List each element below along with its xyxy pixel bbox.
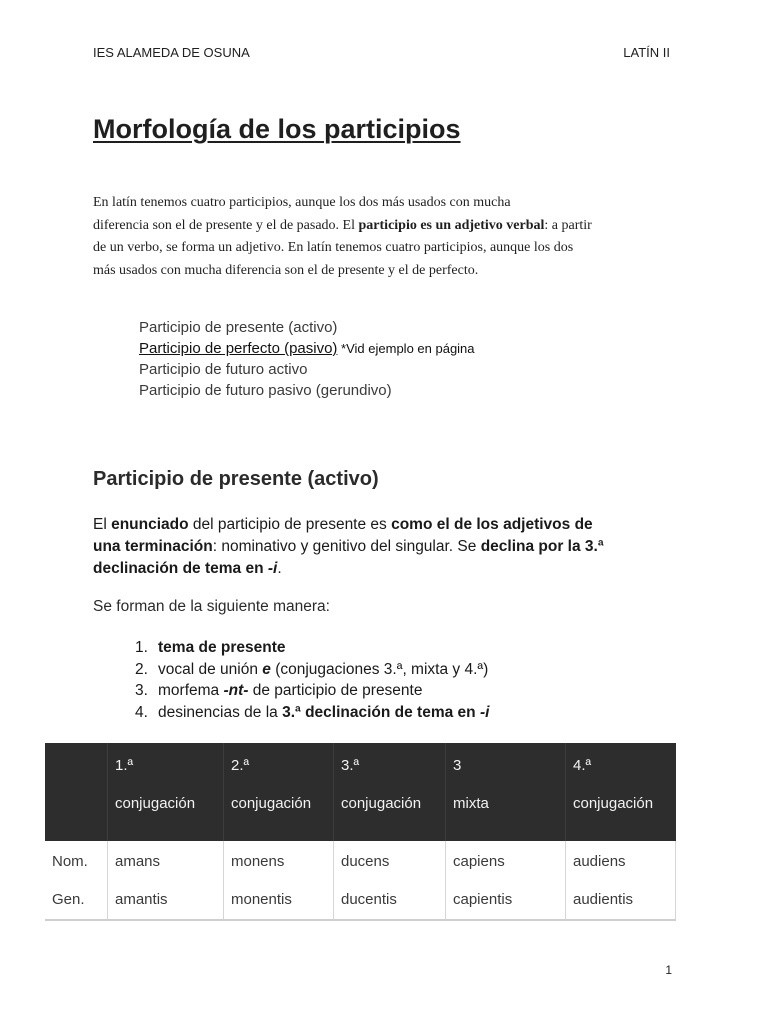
step-emphasis: -i — [479, 703, 490, 721]
step-text: vocal de unión — [158, 660, 263, 678]
table-header-empty — [45, 743, 108, 841]
table-header-cell — [334, 743, 446, 841]
form-genitive: capientis — [453, 891, 513, 908]
participle-item — [139, 338, 475, 359]
table-cell-case — [45, 841, 108, 920]
bold-italic-text: -i — [267, 560, 278, 577]
form-nominative: capiens — [453, 853, 505, 870]
step-item — [135, 702, 489, 724]
table-header-cell — [224, 743, 334, 841]
bold-text: enunciado — [111, 516, 189, 533]
step-text: tema de presente — [158, 639, 286, 656]
header-number: 4.ª — [573, 757, 592, 774]
intro-text: : a partir — [544, 217, 592, 233]
header-label: conjugación — [115, 795, 196, 812]
case-label: Gen. — [52, 891, 85, 908]
page-number: 1 — [665, 963, 672, 977]
form-genitive: audientis — [573, 891, 634, 908]
header-number: 1.ª — [115, 757, 134, 774]
table-header-cell — [108, 743, 224, 841]
step-number: 4. — [135, 703, 148, 721]
participle-link[interactable]: Participio de perfecto (pasivo) — [139, 340, 338, 357]
header-school: IES ALAMEDA DE OSUNA — [93, 45, 250, 60]
intro-text: diferencia son el de presente y el de pasado. El — [93, 217, 359, 233]
form-nominative: audiens — [573, 853, 626, 870]
form-genitive: ducentis — [341, 891, 397, 908]
intro-line: más usados con mucha diferencia son el de presente y el de perfecto. — [93, 262, 479, 278]
section-paragraph — [93, 514, 673, 580]
case-label: Nom. — [52, 853, 88, 870]
table-header-cell — [566, 743, 676, 841]
steps-list — [135, 637, 489, 723]
step-number: 2. — [135, 660, 148, 678]
header-subject: LATÍN II — [623, 45, 670, 60]
intro-line — [93, 215, 683, 238]
step-text: de participio de presente — [248, 682, 423, 699]
header-number: 3.ª — [341, 757, 360, 774]
participle-note: *Vid ejemplo en página — [337, 341, 475, 356]
paragraph-line — [93, 514, 673, 536]
intro-paragraph — [93, 192, 683, 282]
header-label: conjugación — [341, 795, 422, 812]
text: . — [277, 560, 282, 577]
paragraph-line — [93, 536, 673, 558]
form-genitive: monentis — [231, 891, 292, 908]
step-item — [135, 680, 489, 702]
conjugation-table — [45, 743, 676, 921]
text: El — [93, 516, 112, 533]
participle-item: Participio de presente (activo) — [139, 319, 338, 336]
table-cell — [446, 841, 566, 920]
table-cell — [334, 841, 446, 920]
header-number: 3 — [453, 757, 462, 774]
step-emphasis: 3.ª declinación de tema en — [282, 703, 480, 721]
step-number: 1. — [135, 639, 148, 656]
page-title: Morfología de los participios — [93, 114, 461, 144]
participle-item: Participio de futuro pasivo (gerundivo) — [139, 382, 392, 399]
table-header-cell — [446, 743, 566, 841]
form-nominative: ducens — [341, 853, 390, 870]
intro-line: En latín tenemos cuatro participios, aunque los dos más usados con mucha — [93, 195, 511, 210]
form-nominative: amans — [115, 853, 161, 870]
step-text: morfema — [158, 682, 224, 699]
text: : nominativo y genitivo del singular. Se — [212, 538, 481, 555]
bold-text: declina por la 3.ª — [480, 538, 604, 555]
step-number: 3. — [135, 682, 148, 699]
step-text: desinencias de la — [158, 703, 283, 721]
intro-line: de un verbo, se forma un adjetivo. En latín tenemos cuatro participios, aunque los dos — [93, 240, 574, 255]
step-text: (conjugaciones 3.ª, mixta y 4.ª) — [270, 660, 489, 678]
paragraph-line — [93, 558, 673, 580]
header-label: conjugación — [573, 795, 654, 812]
step-item — [135, 659, 489, 681]
participle-item: Participio de futuro activo — [139, 361, 308, 378]
step-emphasis: -nt- — [223, 682, 249, 699]
form-nominative: monens — [231, 853, 285, 870]
form-genitive: amantis — [115, 891, 168, 908]
section-heading: Participio de presente (activo) — [93, 468, 379, 490]
step-item — [135, 637, 489, 659]
table-cell — [108, 841, 224, 920]
header-label: mixta — [453, 795, 489, 812]
header-label: conjugación — [231, 795, 312, 812]
participle-list — [139, 317, 475, 401]
bold-text: una terminación — [93, 538, 213, 555]
step-emphasis: e — [262, 660, 271, 678]
header-number: 2.ª — [231, 757, 250, 774]
table-row — [45, 841, 676, 920]
table-header-row — [45, 743, 676, 841]
text: del participio de presente es — [188, 516, 392, 533]
table-cell — [224, 841, 334, 920]
bold-text: como el de los adjetivos de — [391, 516, 593, 533]
intro-bold: participio es un adjetivo verbal — [358, 217, 545, 233]
section-paragraph-2: Se forman de la siguiente manera: — [93, 598, 330, 615]
table-cell — [566, 841, 676, 920]
bold-text: declinación de tema en — [93, 560, 268, 577]
